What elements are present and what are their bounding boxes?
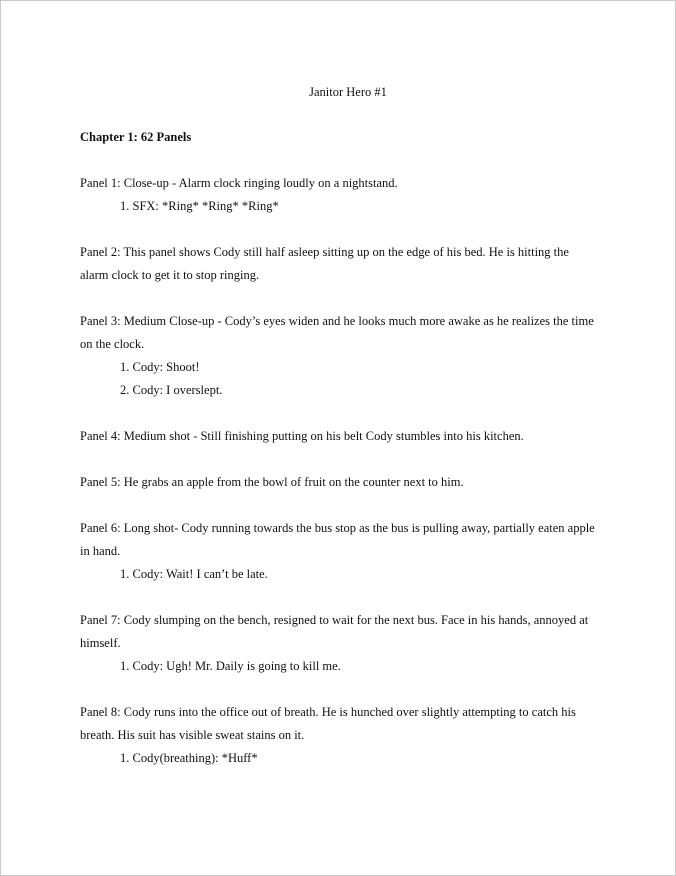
panel-5 [80, 471, 600, 494]
panel-description: Panel 2: This panel shows Cody still half asleep sitting up on the edge of his bed. He is hitting the alarm clock to get it to stop ringing. [80, 245, 569, 282]
panel-description: Panel 3: Medium Close-up - Cody’s eyes widen and he looks much more awake as he realizes the time on the clock. [80, 314, 594, 351]
panel-description: Panel 5: He grabs an apple from the bowl of fruit on the counter next to him. [80, 475, 464, 489]
panel-item: 1. Cody: Ugh! Mr. Daily is going to kill me. [120, 659, 341, 673]
panel-7 [80, 609, 600, 678]
panel-item-list [80, 747, 600, 770]
chapter-heading: Chapter 1: 62 Panels [80, 130, 192, 144]
document-title: Janitor Hero #1 [309, 85, 387, 99]
panel-1 [80, 172, 600, 218]
panel-item: 1. SFX: *Ring* *Ring* *Ring* [120, 199, 279, 213]
panel-3 [80, 310, 600, 402]
panel-description: Panel 7: Cody slumping on the bench, resigned to wait for the next bus. Face in his hands, annoyed at himself. [80, 613, 589, 650]
panel-item-list [80, 195, 600, 218]
panel-8 [80, 701, 600, 770]
panel-item: 1. Cody: Wait! I can’t be late. [120, 567, 268, 581]
panel-description: Panel 4: Medium shot - Still finishing putting on his belt Cody stumbles into his kitchen. [80, 429, 524, 443]
panel-description: Panel 8: Cody runs into the office out of breath. He is hunched over slightly attempting to catch his breath. His suit has visible sweat stains on it. [80, 705, 576, 742]
panel-6 [80, 517, 600, 586]
panel-4 [80, 425, 600, 448]
panel-2 [80, 241, 600, 287]
document-body [80, 81, 600, 793]
panel-item: 1. Cody: Shoot! [120, 360, 200, 374]
panel-item-list [80, 655, 600, 678]
panel-description: Panel 1: Close-up - Alarm clock ringing loudly on a nightstand. [80, 176, 398, 190]
panel-item-list [80, 563, 600, 586]
panel-item: 2. Cody: I overslept. [120, 383, 223, 397]
panel-item: 1. Cody(breathing): *Huff* [120, 751, 258, 765]
panel-description: Panel 6: Long shot- Cody running towards the bus stop as the bus is pulling away, partially eaten apple in hand. [80, 521, 595, 558]
panel-item-list [80, 356, 600, 402]
